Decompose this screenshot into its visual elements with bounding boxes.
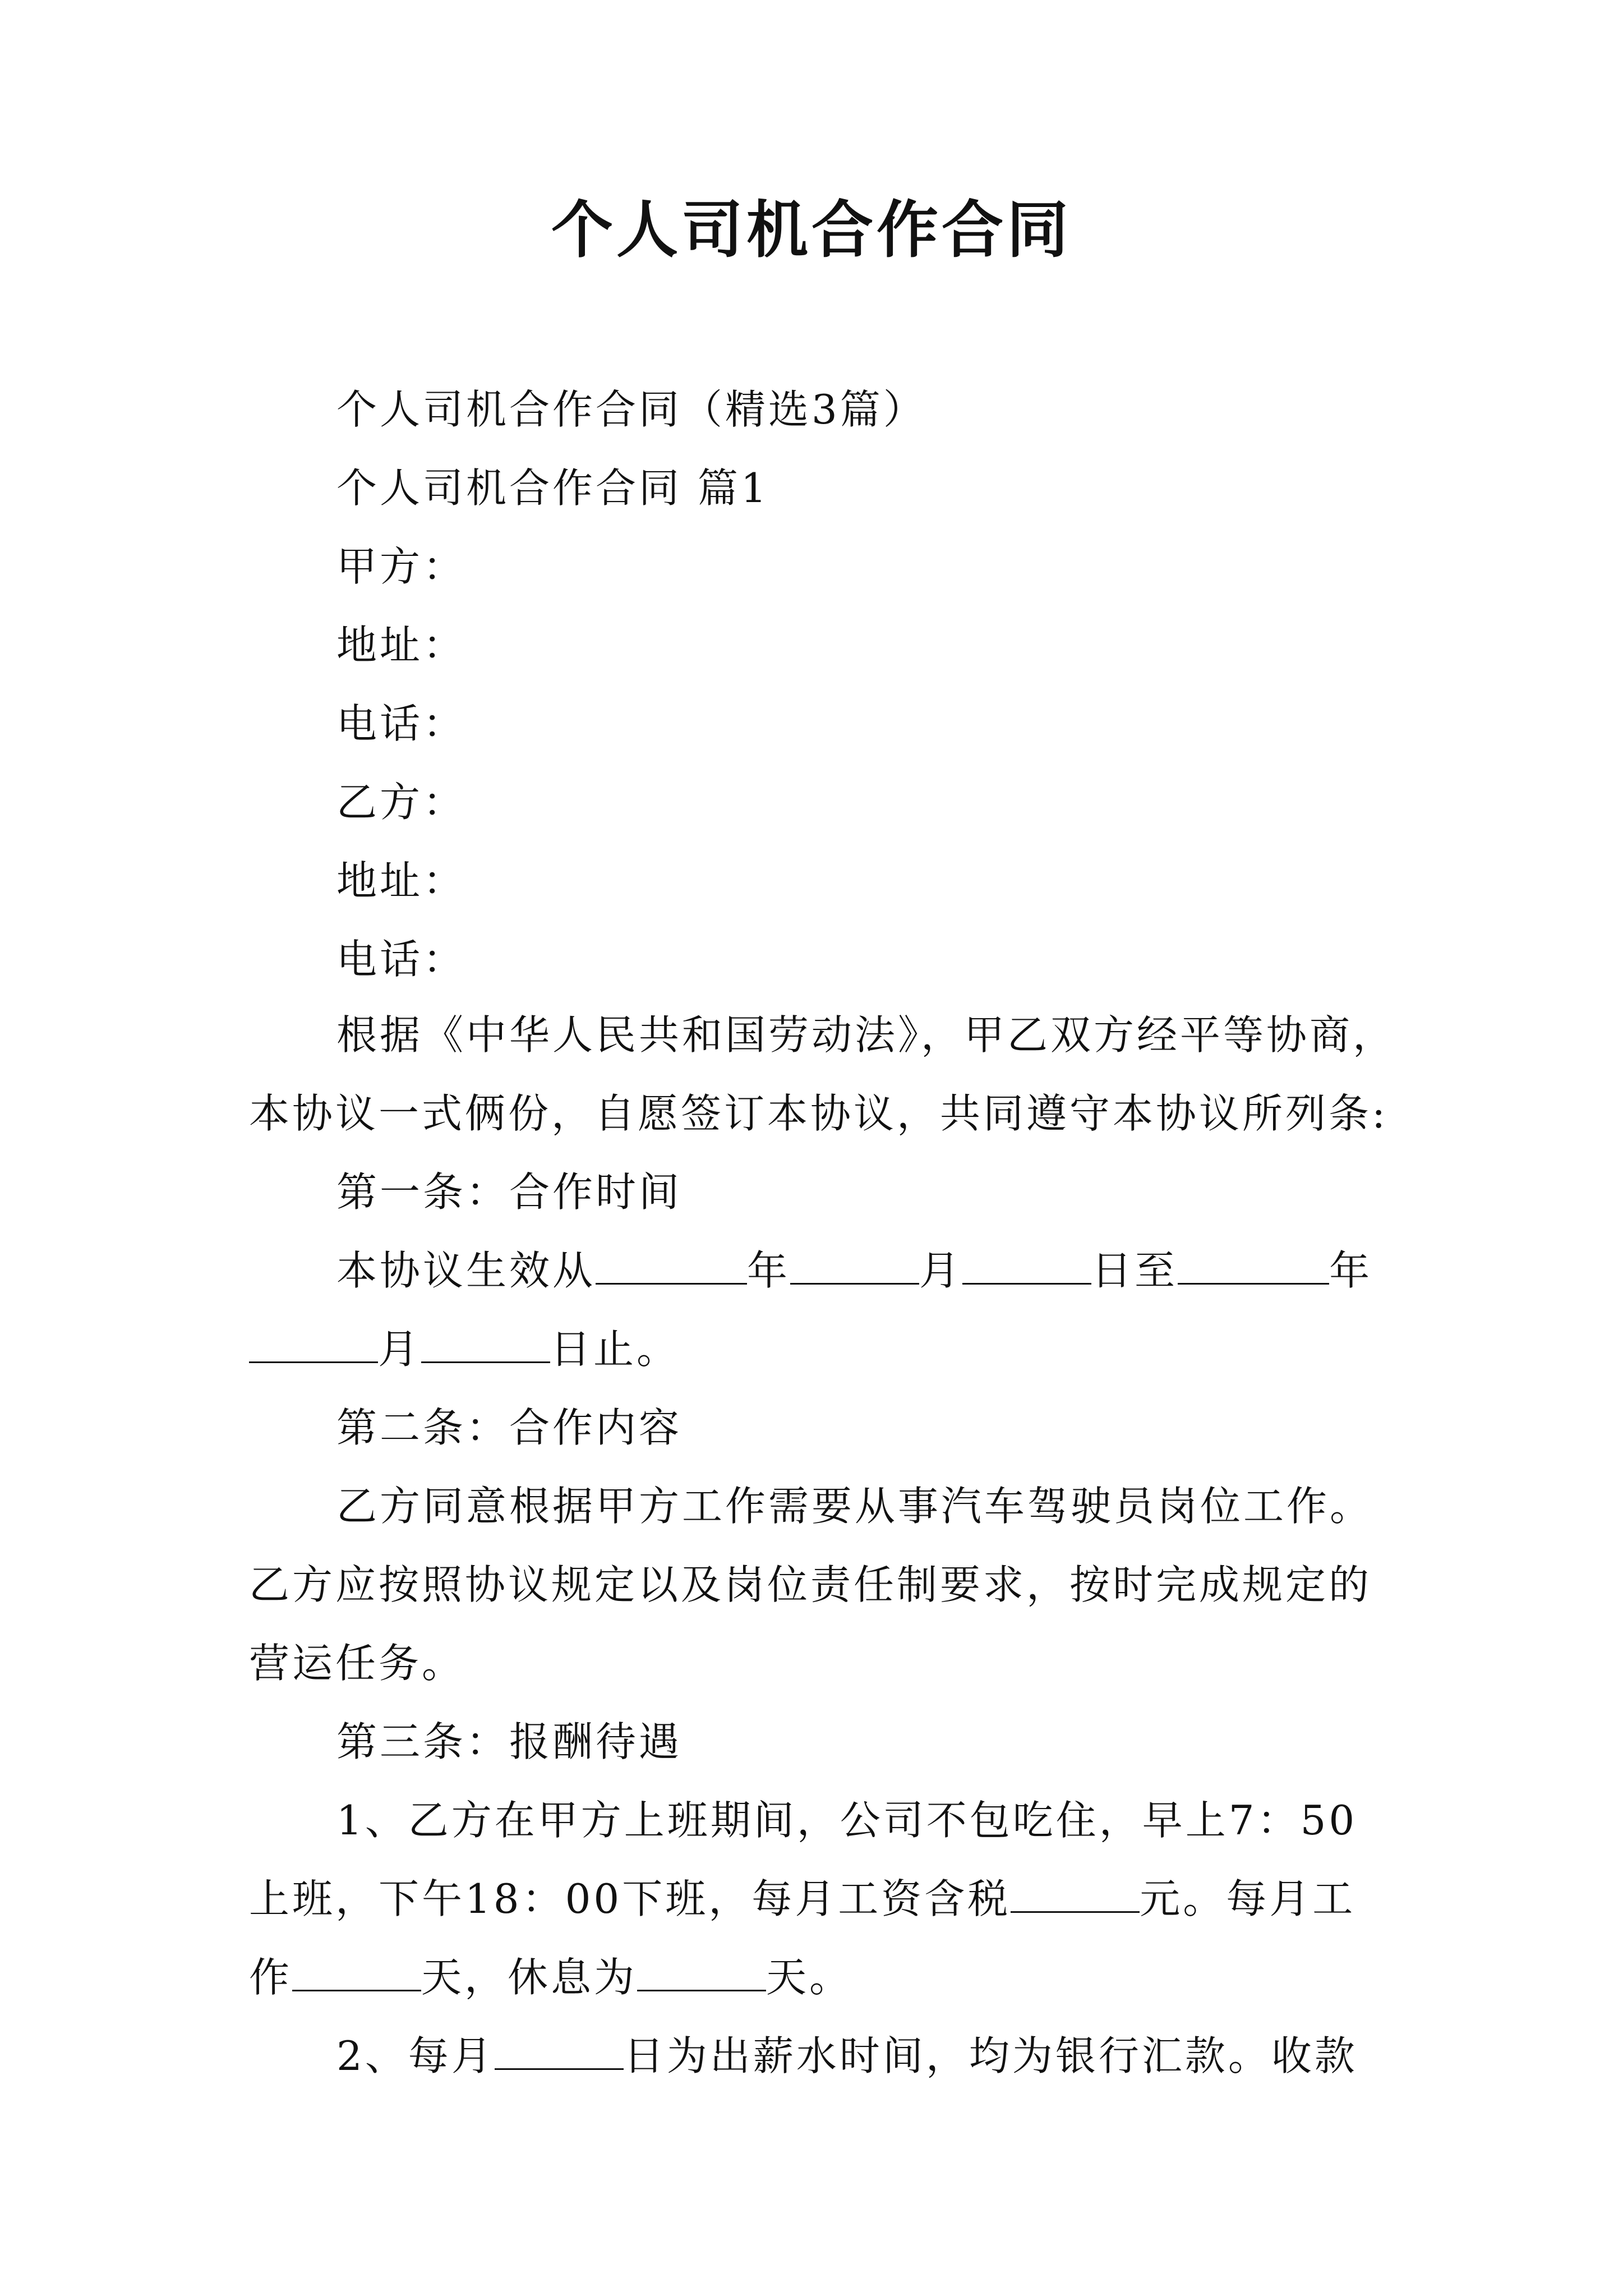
restdays-blank xyxy=(637,1955,766,1991)
party-b-address-label: 地址： xyxy=(336,857,467,904)
document-title: 个人司机合作合同 xyxy=(551,194,1072,266)
article-3-item-1-line-1: 1、乙方在甲方上班期间，公司不包吃住，早上7：50 xyxy=(336,1797,1358,1844)
party-a-address-label: 地址： xyxy=(336,622,467,669)
article-1-heading: 第一条：合作时间 xyxy=(336,1168,683,1216)
salary-suffix: 元。每月工 xyxy=(1140,1875,1356,1922)
part-heading: 个人司机合作合同 篇1 xyxy=(336,464,769,512)
month-label: 月 xyxy=(919,1247,963,1294)
preamble-line-2: 本协议一式俩份，自愿签订本协议，共同遵守本协议所列条: xyxy=(249,1090,1389,1137)
party-a-label: 甲方： xyxy=(336,543,467,590)
salary-blank xyxy=(1011,1876,1140,1913)
article-3-item-2-line-1 xyxy=(336,2028,1358,2084)
workdays-prefix: 作 xyxy=(249,1954,293,2001)
year-blank xyxy=(596,1248,747,1285)
article-2-line-1: 乙方同意根据甲方工作需要从事汽车驾驶员岗位工作。 xyxy=(336,1483,1373,1530)
party-b-phone-label: 电话： xyxy=(336,936,467,983)
end-day-label: 日止。 xyxy=(550,1326,680,1373)
end-month-label: 月 xyxy=(378,1326,422,1373)
party-b-label: 乙方： xyxy=(336,779,467,826)
restdays-prefix: 天，休息为 xyxy=(421,1954,638,2001)
article-2-line-2: 乙方应按照协议规定以及岗位责任制要求，按时完成规定的 xyxy=(249,1561,1372,1608)
restdays-suffix: 天。 xyxy=(766,1954,853,2001)
article-3-item-1-line-2 xyxy=(249,1871,1355,1927)
article-1-line-1 xyxy=(336,1243,1372,1299)
payday-blank xyxy=(495,2033,624,2070)
day-blank xyxy=(962,1248,1091,1285)
end-year-blank xyxy=(1178,1248,1329,1285)
article-3-item-1-line-3 xyxy=(249,1949,852,2005)
end-year-label: 年 xyxy=(1329,1247,1373,1294)
document-subtitle: 个人司机合作合同（精选3篇） xyxy=(336,386,926,433)
article-2-heading: 第二条：合作内容 xyxy=(336,1404,683,1451)
article-1-prefix: 本协议生效从 xyxy=(336,1247,596,1294)
preamble-line-1: 根据《中华人民共和国劳动法》，甲乙双方经平等协商， xyxy=(336,1011,1396,1059)
month-blank xyxy=(790,1248,919,1285)
article-1-line-2 xyxy=(249,1321,680,1377)
workdays-blank xyxy=(292,1955,421,1991)
end-day-blank xyxy=(421,1327,550,1363)
payday-prefix: 2、每月 xyxy=(336,2032,495,2079)
end-month-blank xyxy=(249,1327,378,1363)
payday-suffix: 日为出薪水时间，均为银行汇款。收款 xyxy=(623,2032,1358,2079)
day-to-label: 日至 xyxy=(1091,1247,1178,1294)
party-a-phone-label: 电话： xyxy=(336,700,467,747)
article-2-line-3: 营运任务。 xyxy=(249,1640,465,1687)
year-label: 年 xyxy=(747,1247,791,1294)
article-3-heading: 第三条：报酬待遇 xyxy=(336,1718,683,1765)
salary-prefix: 上班，下午18：00下班，每月工资含税 xyxy=(249,1875,1011,1922)
